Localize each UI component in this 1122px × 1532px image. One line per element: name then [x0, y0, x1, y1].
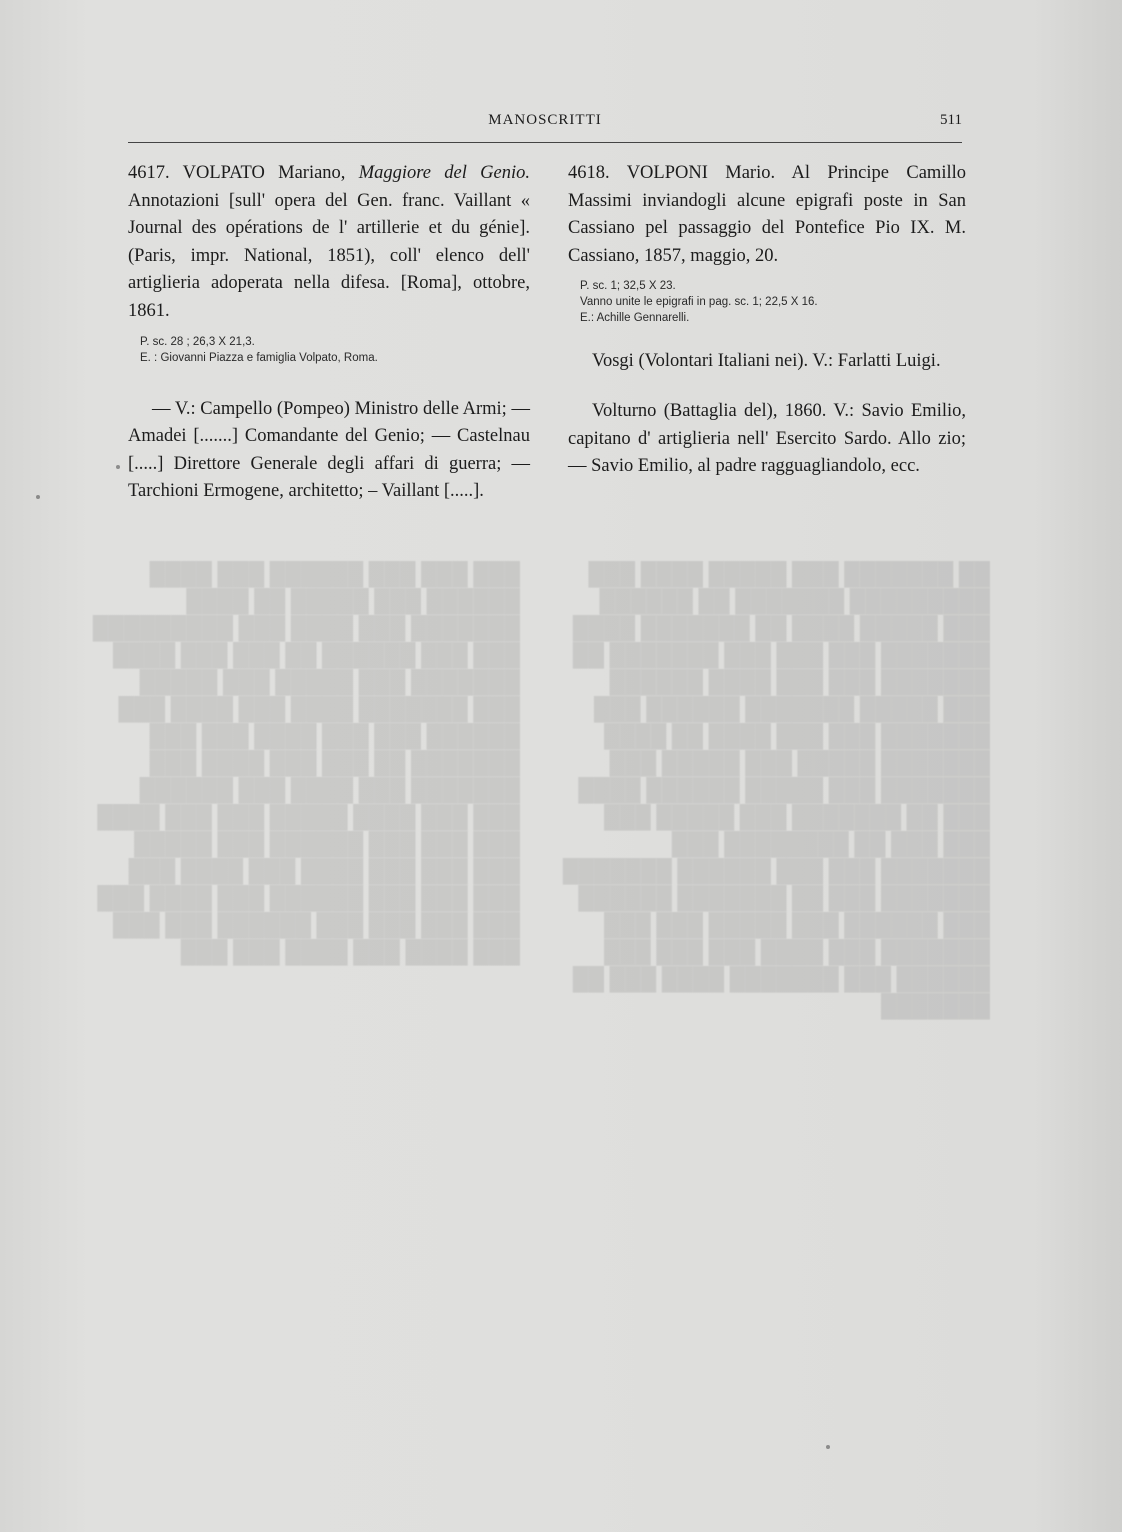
cross-reference: — V.: Campello (Pompeo) Ministro delle Armi; — Amadei [.......] Comandante del Genio; — Castelnau [.....] Direttore Generale degli affari di guerra; — Tarchioni Ermogene, architetto; – Vaillant [.....]. [128, 398, 530, 502]
entry-4617 [128, 160, 530, 326]
entry-note: E.: Achille Gennarelli. [580, 312, 690, 325]
bleed-through-texture: ██ ███████ ███ █████ ████ ███ █████████ ███████ ██ ██████ ███ █████ ████ ██ ███████ ████ ███████ ███ ███ ███ ███████ ██ ███████ ███ ███ ████ ██████ ███ █████ ███████ ██████ ███ ███████ ███ ███ ████ ██ ████ ███████ █████ ███ █████ ███ ███████ ███ █████ ██████ ████ ███ ██ ███████ ███ █████ ███ ███ ███ ██ ████████ ███ ███████ ███ ███ ██████ ███████ ███████ ███ ██ ███████ ██████ ███ ██████ ███ █████ ███ ███ ███████ ███ ████ ███ ███ ███ ██████ ███ ███████ ████ ███ ██ ███████ ███ ███ ███ ██████ ███ ████ ██████ ███ █████ ██ ████ ███████ ███ ████ ███ █████████ ███ ███ ██████ ██ ███ ███ ████ ███████ ███ █████ ███ █████ ███ ███████ ████ ███ ████ ███ ██████ ███ ███ ████ ███ ███ ███████ ██ ███ ███ ████ ███ ███████ ███ ████ ███ ██████ ███ ███ ████ █████ ███ ███ ████ ███ ███ ███ ██████ ███ █████ ███ ███ ███ ████ ███ ████ ███ ███ ███ ███ ██████ ███ ████ ███ ███ ███ ███ ███ ██████ ███ ███ ███ ████ ███ ████ ███ ███ [92, 561, 990, 1018]
dust-speck [36, 495, 40, 499]
entry-notes [568, 278, 966, 326]
entry-note: P. sc. 28 ; 26,3 X 21,3. [140, 335, 255, 348]
entry-4618 [568, 160, 966, 270]
left-column [128, 160, 530, 506]
running-title: MANOSCRITTI [488, 112, 602, 128]
entry-note: Vanno unite le epigrafi in pag. sc. 1; 22,5 X 16. [580, 296, 818, 309]
entry-number: 4617. [128, 163, 170, 183]
entry-body: VOLPONI Mario. Al Principe Camillo Massimi inviandogli alcune epigrafi poste in San Cassiano pel passaggio del Pontefice Pio IX. M. Cassiano, 1857, maggio, 20. [568, 163, 966, 266]
dust-speck [116, 465, 120, 469]
entry-number: 4618. [568, 163, 610, 183]
header-rule [128, 142, 962, 143]
entry-body: Annotazioni [sull' opera del Gen. franc. Vaillant « Journal des opérations de l' artillerie et du génie]. (Paris, impr. National, 1851), coll' elenco dell' artiglieria adoperata nella difesa. [Roma], ottobre, 1861. [128, 190, 530, 321]
page-number: 511 [940, 112, 962, 128]
entry-title: Maggiore del Genio. [358, 163, 531, 183]
dust-speck [826, 1445, 830, 1449]
entry-author: VOLPATO Mariano, [182, 163, 346, 183]
right-column [568, 160, 966, 481]
page-header [128, 108, 962, 138]
entry-volturno: Volturno (Battaglia del), 1860. V.: Savio Emilio, capitano d' artiglieria nell' Esercito Sardo. Allo zio; — Savio Emilio, al padre ragguagliandolo, ecc. [568, 400, 966, 477]
entry-notes [128, 334, 530, 366]
entry-vosgi: Vosgi (Volontari Italiani nei). V.: Farlatti Luigi. [592, 351, 941, 372]
entry-note: P. sc. 1; 32,5 X 23. [580, 280, 676, 293]
entry-note: E. : Giovanni Piazza e famiglia Volpato, Roma. [140, 351, 378, 364]
